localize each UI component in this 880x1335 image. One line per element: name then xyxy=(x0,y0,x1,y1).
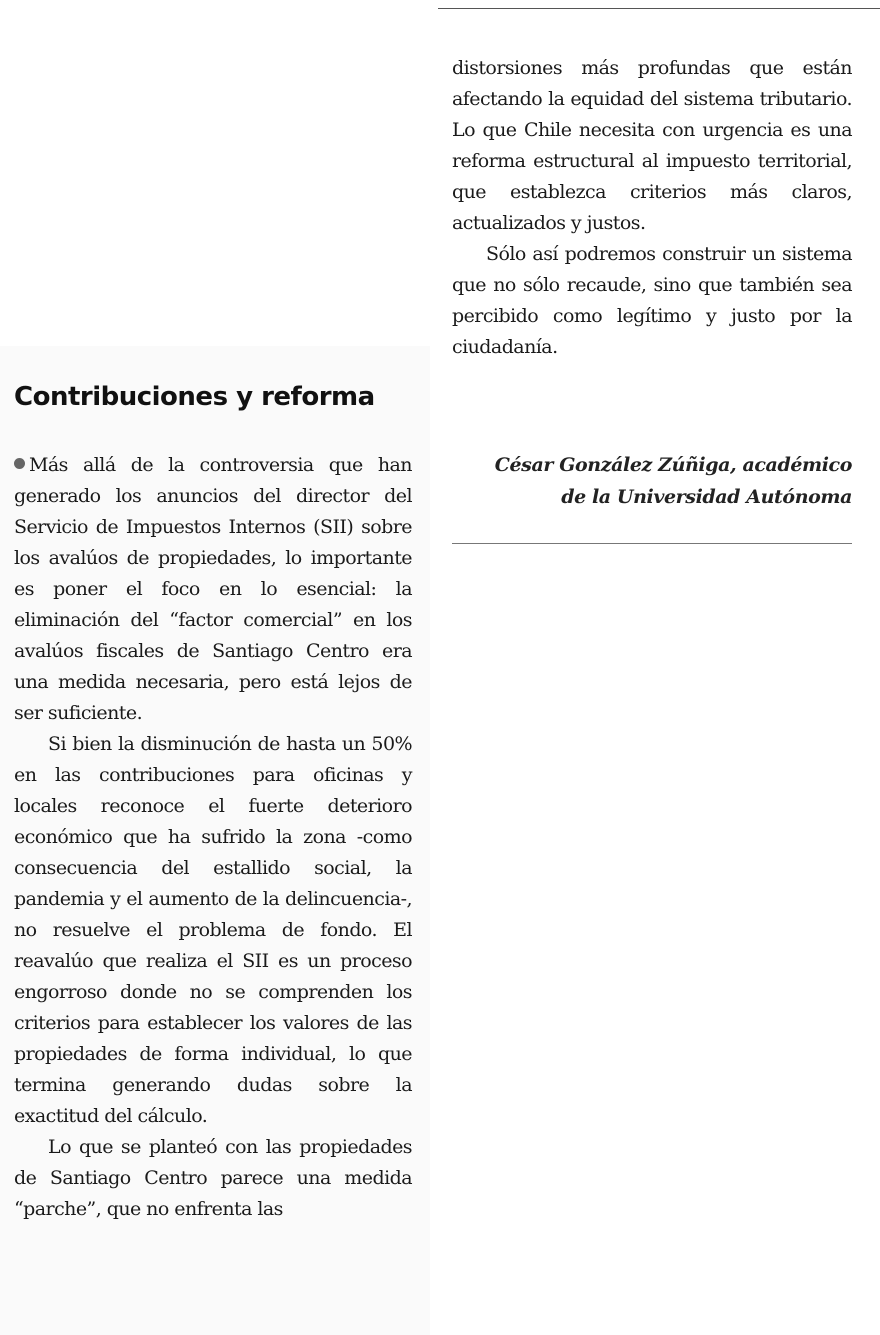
author-byline xyxy=(452,449,852,513)
paragraph-1 xyxy=(14,450,412,729)
byline-name: César González Zúñiga, académico xyxy=(494,454,852,476)
article-headline: Contribuciones y reforma xyxy=(14,382,375,412)
paragraph-4: distorsiones más profundas que están afectando la equidad del sistema tributario. Lo que Chile necesita con urgencia es una reforma estructural al impuesto territorial, que establezca criterios más claros, actualizados y justos. xyxy=(452,57,852,234)
byline-affiliation: de la Universidad Autónoma xyxy=(561,486,852,508)
bullet-icon xyxy=(14,458,25,469)
paragraph-3: Lo que se planteó con las propiedades de Santiago Centro parece una medida “parche”, que no enfrenta las xyxy=(14,1136,412,1220)
paragraph-2: Si bien la disminución de hasta un 50% en las contribuciones para oficinas y locales reconoce el fuerte deterioro económico que ha sufrido la zona -como consecuencia del estallido social, la pandemia y el aumento de la delincuencia-, no resuelve el problema de fondo. El reavalúo que realiza el SII es un proceso engorroso donde no se comprenden los criterios para establecer los valores de las propiedades de forma individual, lo que termina generando dudas sobre la exactitud del cálculo. xyxy=(14,733,412,1127)
paragraph-1-text: Más allá de la controversia que han generado los anuncios del director del Servicio de Impuestos Internos (SII) sobre los avalúos de propiedades, lo importante es poner el foco en lo esencial: la eliminación del “factor comercial” en los avalúos fiscales de Santiago Centro era una medida necesaria, pero está lejos de ser suficiente. xyxy=(14,454,412,724)
paragraph-5: Sólo así podremos construir un sistema que no sólo recaude, sino que también sea percibido como legítimo y justo por la ciudadanía. xyxy=(452,243,852,358)
left-column-text xyxy=(14,450,412,1225)
bottom-rule xyxy=(452,543,852,544)
right-column-text xyxy=(452,53,852,363)
top-rule xyxy=(438,8,880,9)
